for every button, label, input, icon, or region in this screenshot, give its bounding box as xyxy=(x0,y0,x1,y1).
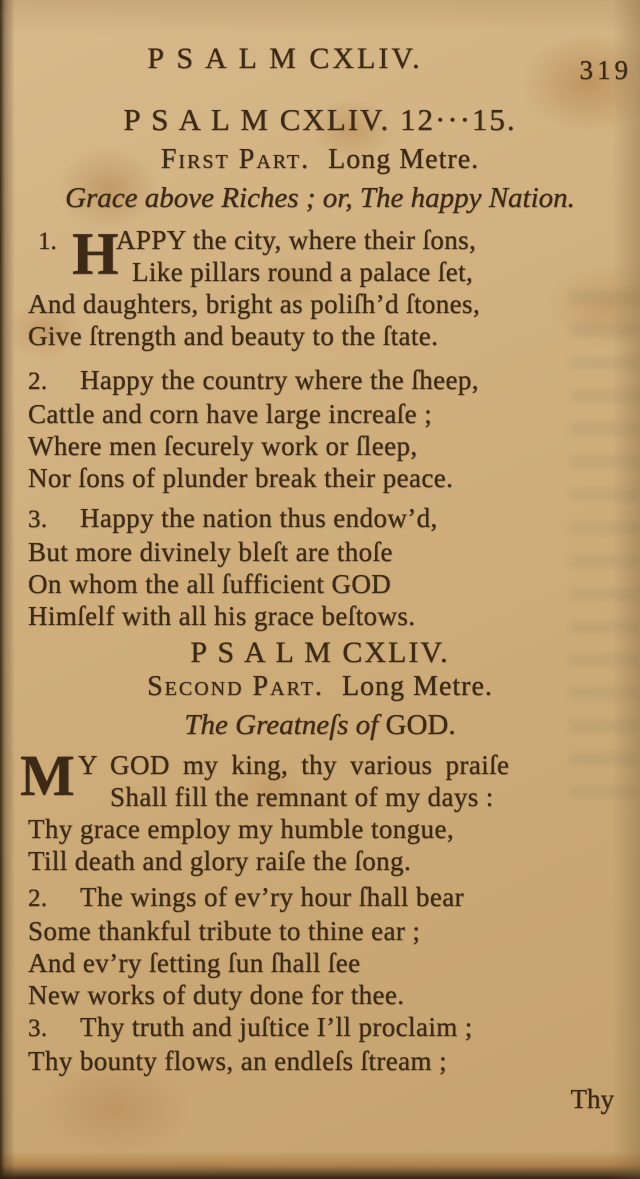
text-column-2 xyxy=(0,743,640,1077)
verse-line: Cattle and corn have large increaſe ; xyxy=(28,399,433,429)
verse-number: 2. xyxy=(28,885,48,912)
drop-cap-h: H xyxy=(72,221,119,287)
catchword-row xyxy=(0,1083,640,1115)
verse-line: The wings of ev’ry hour ſhall bear xyxy=(80,882,464,912)
verse-line: Nor ſons of plunder break their peace. xyxy=(28,463,454,493)
part-label-first: First Part. xyxy=(160,144,311,175)
verse-line: On whom the all ſufficient GOD xyxy=(28,569,392,599)
psalm-subtitle-1: Grace above Riches ; or, The happy Nation. xyxy=(65,182,575,214)
verse-number: 2. xyxy=(28,368,48,395)
verse-line: But more divinely bleſt are thoſe xyxy=(28,537,393,567)
verse-line: Himſelf with all his grace beſtows. xyxy=(28,601,416,631)
psalm-title-second-part: P S A L M CXLIV. xyxy=(190,636,450,669)
psalm-title-first-part: P S A L M CXLIV. 12···15. xyxy=(123,102,517,137)
drop-cap-m: M xyxy=(20,743,75,808)
text-column xyxy=(0,221,640,632)
verse-line: Thy truth and juſtice I’ll proclaim ; xyxy=(80,1012,473,1042)
verse-line: Where men ſecurely work or ſleep, xyxy=(28,431,418,461)
subtitle-italic-part: The Greatneſs of xyxy=(184,709,386,741)
stanza-2-3 xyxy=(28,1011,626,1077)
psalm-subtitle-2 xyxy=(0,707,640,743)
stanza-2-2 xyxy=(28,881,626,1011)
verse-line: Happy the nation thus endow’d, xyxy=(80,503,438,533)
metre-label-2: Long Metre. xyxy=(341,671,493,702)
verse-line: And ev’ry ſetting ſun ſhall ſee xyxy=(28,948,361,978)
verse-line: Some thankful tribute to thine ear ; xyxy=(28,916,421,946)
verse-line: Shall fill the remnant of my days : xyxy=(110,782,494,812)
verse-number: 3. xyxy=(28,506,48,533)
verse-line: Thy bounty flows, an endleſs ſtream ; xyxy=(28,1046,447,1076)
part-metre-line-2 xyxy=(0,670,640,704)
stanza-1-1 xyxy=(28,221,626,352)
running-header: P S A L M CXLIV. xyxy=(147,42,423,75)
subtitle-roman-part: GOD. xyxy=(385,709,456,741)
verse-number: 3. xyxy=(28,1015,48,1042)
verse-line: Give ſtrength and beauty to the ſtate. xyxy=(28,321,439,351)
stanza-2-1 xyxy=(20,743,626,877)
verse-line: Like pillars round a palace ſet, xyxy=(132,257,474,287)
verse-line: Y GOD my king, thy various praiſe xyxy=(78,750,510,780)
metre-label-1: Long Metre. xyxy=(328,144,480,175)
part-metre-line-1 xyxy=(0,143,640,177)
verse-line: Till death and glory raiſe the ſong. xyxy=(28,846,412,876)
stanza-1-2 xyxy=(28,364,626,494)
verse-line: New works of duty done for thee. xyxy=(28,980,405,1010)
verse-number: 1. xyxy=(38,228,57,255)
verse-line: Thy grace employ my humble tongue, xyxy=(28,814,454,844)
page-number: 319 xyxy=(579,55,632,85)
part-label-second: Second Part. xyxy=(147,671,324,702)
verse-line: Happy the country where the ſheep, xyxy=(80,365,479,395)
catchword: Thy xyxy=(570,1084,614,1114)
verse-line: APPY the city, where their ſons, xyxy=(116,225,477,255)
stanza-1-3 xyxy=(28,502,626,632)
verse-line: And daughters, bright as poliſh’d ſtones, xyxy=(28,289,481,319)
